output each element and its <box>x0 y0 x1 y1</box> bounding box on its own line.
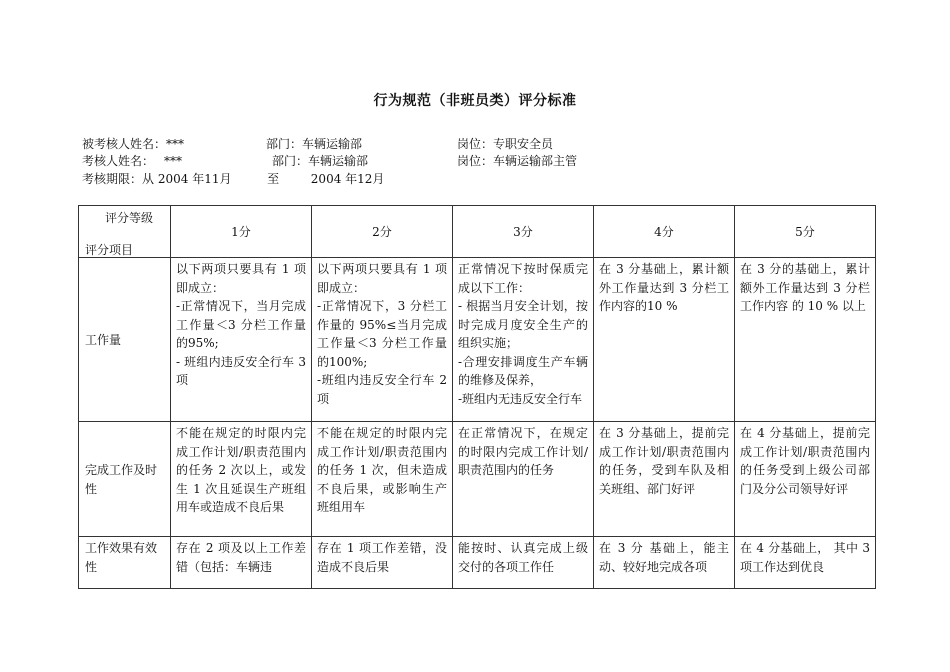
cell-text: - 根据当月安全计划，按时完成月度安全生产的组织实施； <box>458 299 588 350</box>
assessment-period <box>82 171 384 187</box>
page-title: 行为规范（非班员类）评分标准 <box>373 93 577 109</box>
examinee-department <box>266 136 362 152</box>
table-header-row <box>79 206 876 258</box>
workload-grade-1 <box>171 258 312 422</box>
examiner-post-label: 岗位： <box>457 154 494 168</box>
cell-text: 在 3 分的基础上，累计额外工作量达到 3 分栏工作内容 的 10 % 以上 <box>740 262 870 313</box>
grade-header-4: 4分 <box>594 206 735 258</box>
row-item-effectiveness: 工作效果有效性 <box>79 537 171 589</box>
effectiveness-grade-2 <box>312 537 453 589</box>
cell-text: 在 4 分基础上， 其中 3 项工作达到优良 <box>740 541 870 574</box>
cell-text: 以下两项只要具有 1 项即成立： <box>176 262 306 295</box>
cell-text: -合理安排调度生产车辆的维修及保养， <box>458 354 588 387</box>
grade-level-label: 评分等级 <box>105 211 154 225</box>
cell-text: 存在 2 项及以上工作差错（包括：车辆违 <box>176 541 306 574</box>
examiner-name-value: *** <box>164 154 183 168</box>
cell-text: -班组内无违反安全行车 <box>458 391 583 406</box>
grade-item-label: 评分项目 <box>85 243 134 257</box>
cell-text: 以下两项只要具有 1 项即成立： <box>317 262 447 295</box>
grade-header-1: 1分 <box>171 206 312 258</box>
cell-text: -正常情况下，当月完成工作量＜3 分栏工作量的95%; <box>176 299 306 350</box>
examiner-name-label: 考核人姓名： <box>82 154 155 168</box>
effectiveness-grade-4 <box>594 537 735 589</box>
header-corner-cell <box>79 206 171 258</box>
grade-header-2: 2分 <box>312 206 453 258</box>
period-from: 2004 年11月 <box>157 172 232 186</box>
workload-grade-4 <box>594 258 735 422</box>
workload-grade-2 <box>312 258 453 422</box>
table-row <box>79 537 876 589</box>
examiner-post <box>457 153 577 169</box>
table-row <box>79 422 876 537</box>
period-label: 考核期限：从 <box>82 172 155 186</box>
cell-text: 在 3 分 基础上，能主动、较好地完成各项 <box>599 541 729 574</box>
cell-text: -班组内违反安全行车 2 项 <box>317 373 447 406</box>
cell-text: 在 3 分基础上，累计额外工作量达到 3 分栏工作内容的10 % <box>599 262 729 313</box>
period-to: 2004 年12月 <box>310 172 385 186</box>
row-item-timeliness: 完成工作及时性 <box>79 422 171 537</box>
cell-text: 在 3 分基础上，提前完成工作计划/职责范围内的任务，受到车队及相关班组、部门好评 <box>599 426 729 496</box>
cell-text: 不能在规定的时限内完成工作计划/职责范围内的任务 1 次，但未造成不良后果，或影响生产班组用车 <box>317 426 447 514</box>
workload-grade-5 <box>735 258 876 422</box>
timeliness-grade-1 <box>171 422 312 537</box>
table-row <box>79 258 876 422</box>
cell-text: 能按时、认真完成上级交付的各项工作任 <box>458 541 588 574</box>
cell-text: 不能在规定的时限内完成工作计划/职责范围内的任务 2 次以上，或发生 1 次且延误生产班组用车或造成不良后果 <box>176 426 306 514</box>
examiner-department-value: 车辆运输部 <box>308 154 369 168</box>
timeliness-grade-5 <box>735 422 876 537</box>
examiner-department <box>272 153 368 169</box>
workload-grade-3 <box>453 258 594 422</box>
examiner-name <box>82 153 182 169</box>
cell-text: 在 4 分基础上，提前完成工作计划/职责范围内的任务受到上级公司部门及分公司领导好评 <box>740 426 870 496</box>
timeliness-grade-3 <box>453 422 594 537</box>
cell-text: 存在 1 项工作差错，没造成不良后果 <box>317 541 447 574</box>
examinee-department-label: 部门： <box>266 137 303 151</box>
examinee-department-value: 车辆运输部 <box>302 137 363 151</box>
cell-text: - 班组内违反安全行车 3 项 <box>176 354 306 387</box>
grading-table <box>78 205 876 589</box>
timeliness-grade-2 <box>312 422 453 537</box>
examinee-post <box>457 136 553 152</box>
timeliness-grade-4 <box>594 422 735 537</box>
examinee-name-value: *** <box>166 137 185 151</box>
effectiveness-grade-1 <box>171 537 312 589</box>
row-item-workload: 工作量 <box>79 258 171 422</box>
effectiveness-grade-5 <box>735 537 876 589</box>
examiner-department-label: 部门： <box>272 154 309 168</box>
period-to-label: 至 <box>267 172 280 186</box>
examinee-post-label: 岗位： <box>457 137 494 151</box>
cell-text: -正常情况下，3 分栏工作量的 95%≤当月完成工作量＜3 分栏工作量的100%; <box>317 299 447 369</box>
effectiveness-grade-3 <box>453 537 594 589</box>
examinee-name <box>82 136 184 152</box>
cell-text: 正常情况下按时保质完成以下工作： <box>458 262 588 295</box>
cell-text: 在正常情况下，在规定的时限内完成工作计划/职责范围内的任务 <box>458 426 588 477</box>
examiner-post-value: 车辆运输部主管 <box>493 154 578 168</box>
examinee-post-value: 专职安全员 <box>493 137 554 151</box>
grade-header-3: 3分 <box>453 206 594 258</box>
grade-header-5: 5分 <box>735 206 876 258</box>
examinee-name-label: 被考核人姓名： <box>82 137 167 151</box>
